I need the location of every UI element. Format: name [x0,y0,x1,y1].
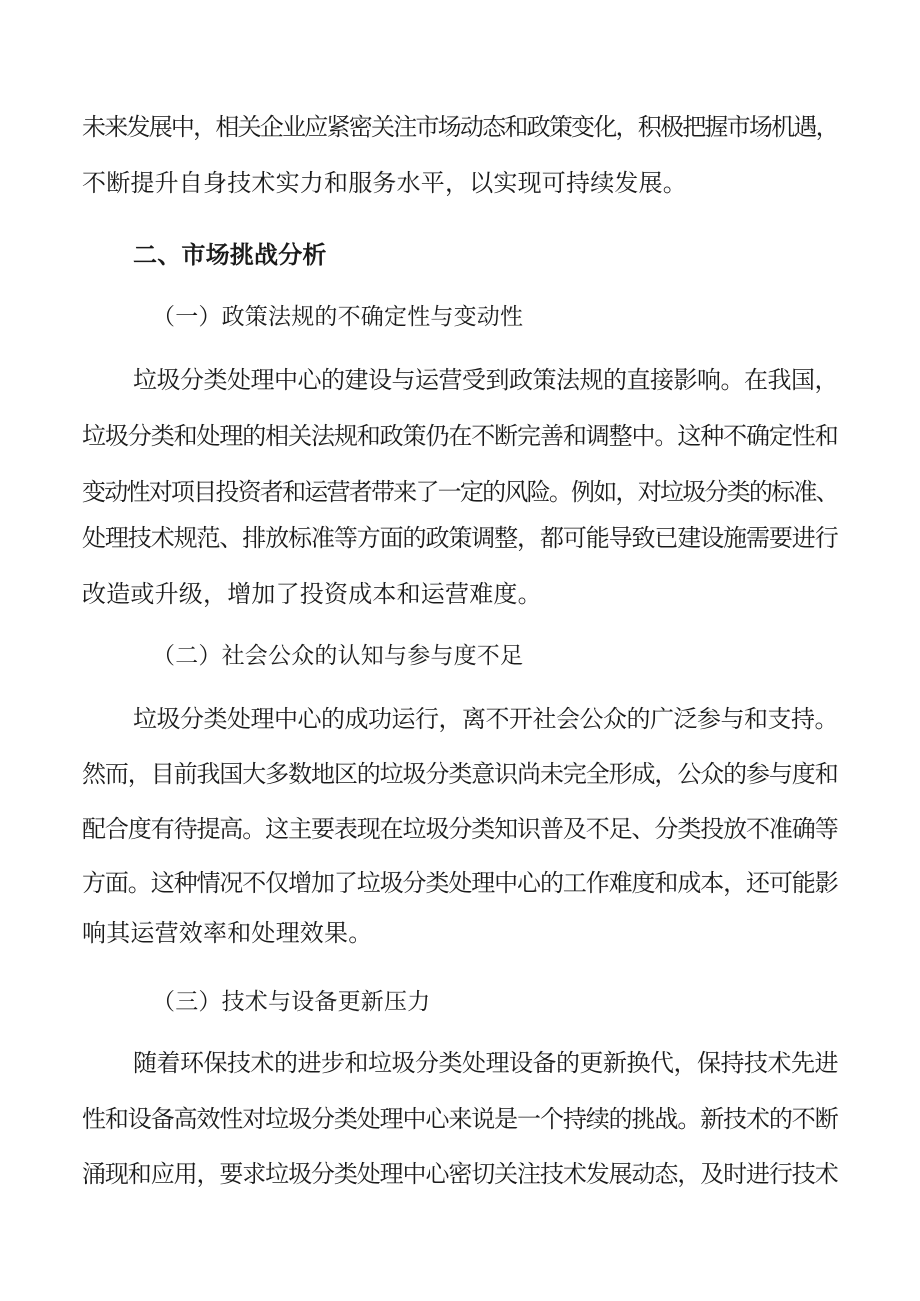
paragraph-line: 方面。这种情况不仅增加了垃圾分类处理中心的工作难度和成本，还可能影 [82,869,838,897]
paragraph-line: 垃圾分类和处理的相关法规和政策仍在不断完善和调整中。这种不确定性和 [82,422,838,450]
subsection-title-2: （二）社会公众的认知与参与度不足 [152,643,524,669]
section-heading: 二、市场挑战分析 [133,241,327,269]
paragraph-line: 变动性对项目投资者和运营者带来了一定的风险。例如，对垃圾分类的标准、 [82,478,838,506]
subsection-title-1: （一）政策法规的不确定性与变动性 [152,304,524,330]
paragraph-line: 响其运营效率和处理效果。 [82,919,373,947]
paragraph-line: 涌现和应用，要求垃圾分类处理中心密切关注技术发展动态，及时进行技术 [82,1160,838,1188]
subsection-title-3: （三）技术与设备更新压力 [152,989,431,1015]
paragraph-line: 垃圾分类处理中心的成功运行，离不开社会公众的广泛参与和支持。 [133,705,838,733]
paragraph-line: 改造或升级，增加了投资成本和运营难度。 [82,580,542,608]
paragraph-line: 性和设备高效性对垃圾分类处理中心来说是一个持续的挑战。新技术的不断 [82,1105,838,1133]
paragraph-line: 垃圾分类处理中心的建设与运营受到政策法规的直接影响。在我国， [133,366,838,394]
intro-line-2: 不断提升自身技术实力和服务水平，以实现可持续发展。 [82,169,687,197]
paragraph-line: 随着环保技术的进步和垃圾分类处理设备的更新换代，保持技术先进 [133,1049,838,1077]
paragraph-line: 处理技术规范、排放标准等方面的政策调整，都可能导致已建设施需要进行 [82,524,838,552]
intro-line-1: 未来发展中，相关企业应紧密关注市场动态和政策变化，积极把握市场机遇， [82,113,838,141]
paragraph-line: 然而，目前我国大多数地区的垃圾分类意识尚未完全形成，公众的参与度和 [82,760,838,788]
paragraph-line: 配合度有待提高。这主要表现在垃圾分类知识普及不足、分类投放不准确等 [82,815,838,843]
